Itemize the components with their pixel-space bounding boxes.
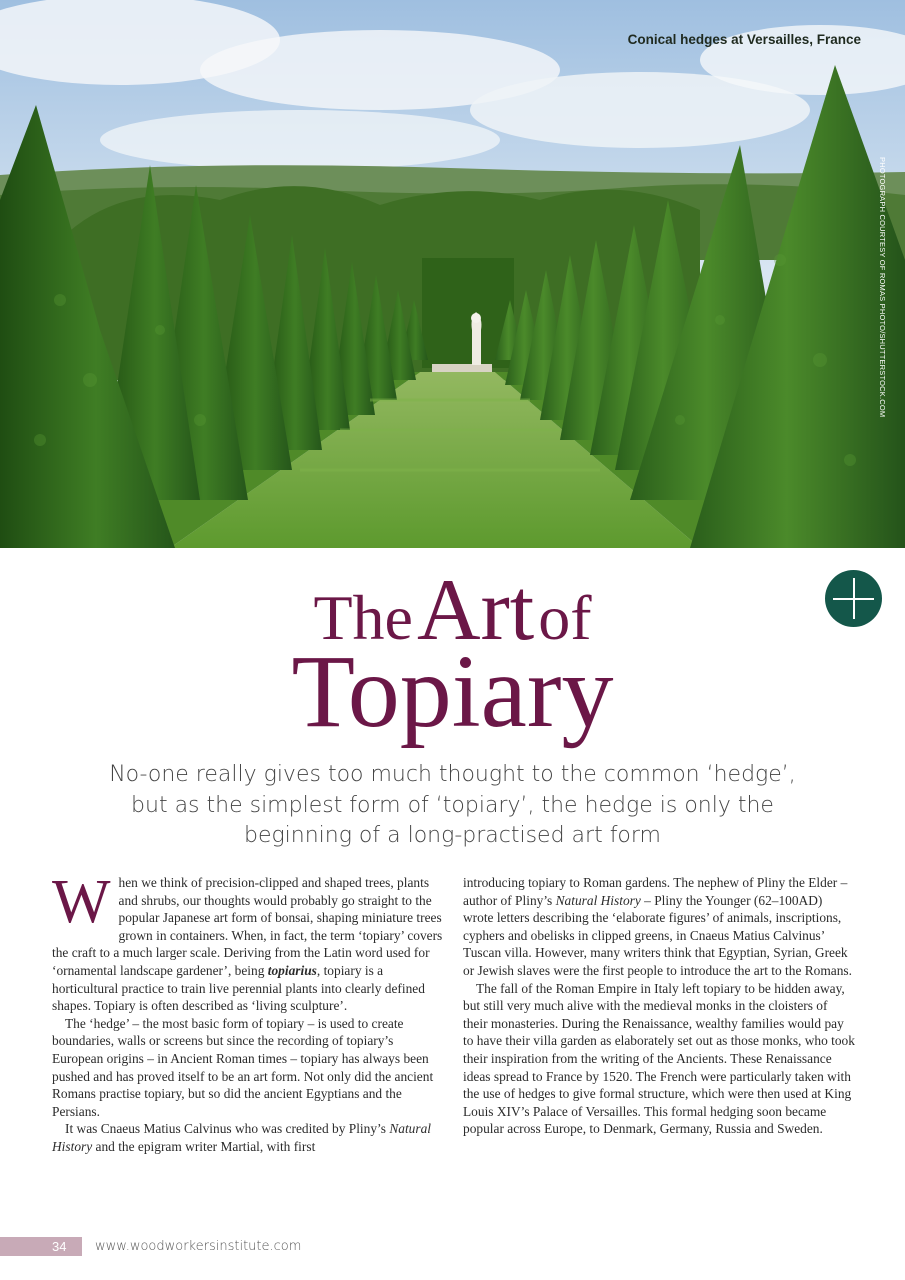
text-run: hen we think of precision-clipped and shaped trees, plants and shrubs, our thoughts would probably go straight to the popular Japanese art form of bonsai, shaping miniature trees grown in containers. When, in fact, the term ‘topiary’ covers the craft to a much larger scale. Deriving from the Latin word used for ‘ornamental landscape gardener’, being (52, 875, 443, 978)
standfirst: No-one really gives too much thought to the common ‘hedge’, but as the simplest form of ‘topiary’, the hedge is only the beginning of a long-practised art form (109, 762, 796, 848)
text-run: and the epigram writer Martial, with first (92, 1138, 316, 1154)
title-word-topiary: Topiary (291, 634, 614, 749)
text-run: , topiary is a horticultural practice to train live perennial plants into clearly defined shapes. Topiary is often described as ‘living sculpture’. (52, 962, 425, 1014)
text-emphasis: Natural History (52, 1121, 431, 1154)
text-run: introducing topiary to Roman gardens. The nephew of Pliny the Elder – author of Pliny’s (463, 875, 848, 908)
expand-button[interactable] (825, 570, 882, 627)
title-word-the: The (313, 582, 413, 653)
page-number: 34 (0, 1237, 82, 1256)
title-word-of: of (538, 582, 592, 653)
paragraph: The ‘hedge’ – the most basic form of topiary – is used to create boundaries, walls or screens but since the recording of topiary’s European origins – in Ancient Roman times – topiary has always been pushed and has proved itself to be an art form. Not only did the ancient Romans practise topiary, but so did the ancient Egyptians and the Persians. (52, 1015, 434, 1119)
hero-photo (0, 0, 905, 548)
text-emphasis: Natural History (555, 892, 641, 908)
paragraph (463, 874, 855, 980)
article-column-right (463, 874, 855, 1138)
title-word-art: Art (416, 562, 535, 659)
versailles-hedges-illustration (0, 0, 905, 548)
text-run: – Pliny the Younger (62–100AD) wrote letters describing the ‘elaborate figures’ of animals, inscriptions, cyphers and obelisks in clipped greens, in Cnaeus Matius Calvinus’ Tuscan villa. However, many writers think that Egyptian, Syrian, Greek or Jewish slaves were the first people to introduce the art to the Romans. (463, 892, 852, 978)
footer-url[interactable]: www.woodworkersinstitute.com (95, 1239, 302, 1254)
paragraph (52, 868, 444, 1015)
paragraph (52, 1120, 444, 1155)
drop-cap: W (52, 868, 111, 936)
photo-caption: Conical hedges at Versailles, France (627, 32, 861, 47)
paragraph: The fall of the Roman Empire in Italy left topiary to be hidden away, but still very much alive with the medieval monks in the cloisters of their monasteries. During the Renaissance, wealthy families would pay to have their villa garden as elaborately set out as those monks, who took their inspiration from the writing of the Ancients. These Renaissance ideas spread to France by 1520. The French were particularly taken with the use of hedges to give formal structure, which were then used at King Louis XIV’s Palace of Versailles. This formal hedging soon became popular across Europe, to Denmark, Germany, Russia and Sweden. (463, 980, 855, 1137)
photo-credit: PHOTOGRAPH COURTESY OF ROMAS PHOTO/SHUTTERSTOCK.COM (878, 157, 887, 418)
page-footer (0, 1237, 905, 1257)
text-run: It was Cnaeus Matius Calvinus who was credited by Pliny’s (65, 1121, 390, 1137)
text-emphasis: topiarius (267, 962, 317, 978)
article-column-left (52, 868, 444, 1156)
